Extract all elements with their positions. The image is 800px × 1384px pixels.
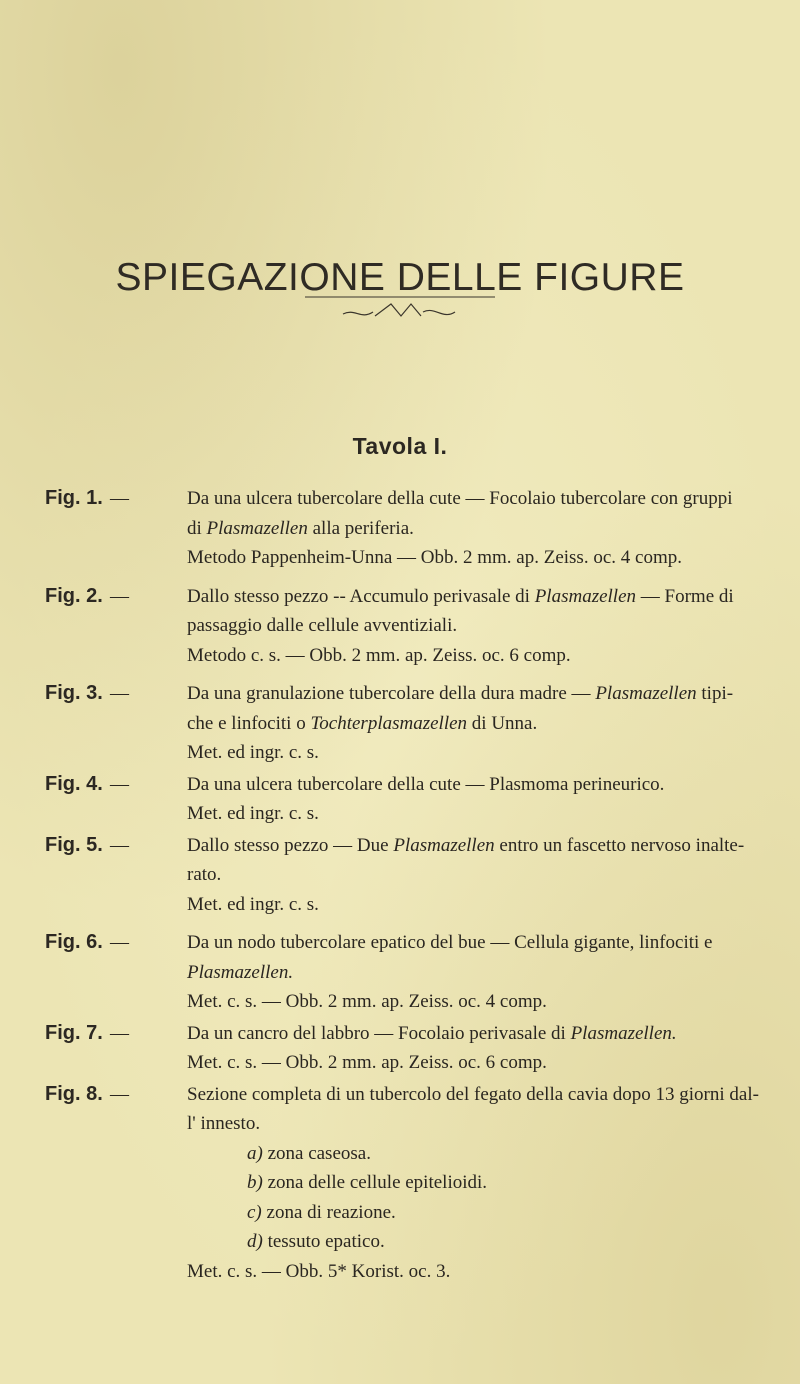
figure-description: Sezione completa di un tubercolo del fegato della cavia dopo 13 giorni dal- — [187, 1083, 759, 1105]
figure-number: Fig. 1. — [45, 487, 103, 509]
entry-dash: — — [110, 773, 129, 795]
figure-method: Met. ed ingr. c. s. — [187, 742, 319, 763]
figure-description: Da un cancro del labbro — Focolaio perivasale di Plasmazellen. — [187, 1022, 677, 1044]
list-item: c) zona di reazione. — [247, 1201, 396, 1223]
figure-entry — [0, 1019, 800, 1078]
entry-dash: — — [110, 1083, 129, 1105]
figure-description: Da una granulazione tubercolare della dura madre — Plasmazellen tipi- — [187, 683, 734, 704]
list-item: a) zona caseosa. — [247, 1142, 371, 1164]
entry-dash: — — [110, 585, 129, 607]
entry-dash: — — [110, 683, 129, 704]
figure-description-cont: passaggio dalle cellule avventiziali. — [187, 615, 458, 636]
flourish-ornament — [303, 294, 497, 328]
figure-description: Da una ulcera tubercolare della cute — Plasmoma perineurico. — [187, 773, 665, 795]
figure-entry — [0, 928, 800, 1017]
figure-number: Fig. 4. — [45, 772, 103, 795]
entry-dash: — — [110, 488, 129, 509]
list-item: b) zona delle cellule epitelioidi. — [247, 1172, 488, 1193]
figure-description: Dallo stesso pezzo — Due Plasmazellen entro un fascetto nervoso inalte- — [187, 834, 745, 856]
figure-method: Met. ed ingr. c. s. — [187, 803, 319, 824]
figure-method: Metodo c. s. — Obb. 2 mm. ap. Zeiss. oc. 6 comp. — [187, 644, 571, 666]
figure-method: Metodo Pappenheim-Unna — Obb. 2 mm. ap. Zeiss. oc. 4 comp. — [187, 547, 682, 568]
figure-number: Fig. 8. — [45, 1082, 103, 1105]
figure-description: Da una ulcera tubercolare della cute — Focolaio tubercolare con gruppi — [187, 488, 733, 509]
figure-method: Met. c. s. — Obb. 2 mm. ap. Zeiss. oc. 6 comp. — [187, 1052, 547, 1073]
figure-method: Met. ed ingr. c. s. — [187, 893, 319, 915]
entry-dash: — — [110, 834, 129, 856]
figure-number: Fig. 6. — [45, 931, 103, 953]
zone-list — [187, 1139, 800, 1257]
entry-dash: — — [110, 932, 129, 953]
figure-entry — [0, 831, 800, 920]
figure-entry — [0, 1080, 800, 1287]
figure-entry — [0, 484, 800, 573]
figure-list — [0, 484, 800, 1286]
figure-method: Met. c. s. — Obb. 2 mm. ap. Zeiss. oc. 4 comp. — [187, 991, 547, 1012]
plate-heading: Tavola I. — [352, 433, 448, 459]
page-title: SPIEGAZIONE DELLE FIGURE — [115, 256, 685, 299]
figure-description-cont: Plasmazellen. — [187, 961, 294, 983]
figure-entry — [0, 582, 800, 671]
figure-description-cont: rato. — [187, 864, 222, 885]
figure-number: Fig. 2. — [45, 584, 103, 607]
figure-entry — [0, 770, 800, 829]
figure-description-cont: l' innesto. — [187, 1113, 261, 1134]
figure-entry — [0, 679, 800, 768]
figure-description-cont: che e linfociti o Tochterplasmazellen di Unna. — [187, 712, 538, 734]
figure-number: Fig. 3. — [45, 682, 103, 704]
figure-number: Fig. 7. — [45, 1021, 103, 1044]
figure-description: Dallo stesso pezzo -- Accumulo perivasale di Plasmazellen — Forme di — [187, 585, 734, 607]
figure-description-cont: di Plasmazellen alla periferia. — [187, 517, 414, 539]
entry-dash: — — [110, 1022, 129, 1044]
figure-number: Fig. 5. — [45, 833, 103, 856]
figure-description: Da un nodo tubercolare epatico del bue — Cellula gigante, linfociti e — [187, 932, 713, 953]
list-item: d) tessuto epatico. — [247, 1231, 385, 1252]
figure-method: Met. c. s. — Obb. 5* Korist. oc. 3. — [187, 1260, 451, 1282]
